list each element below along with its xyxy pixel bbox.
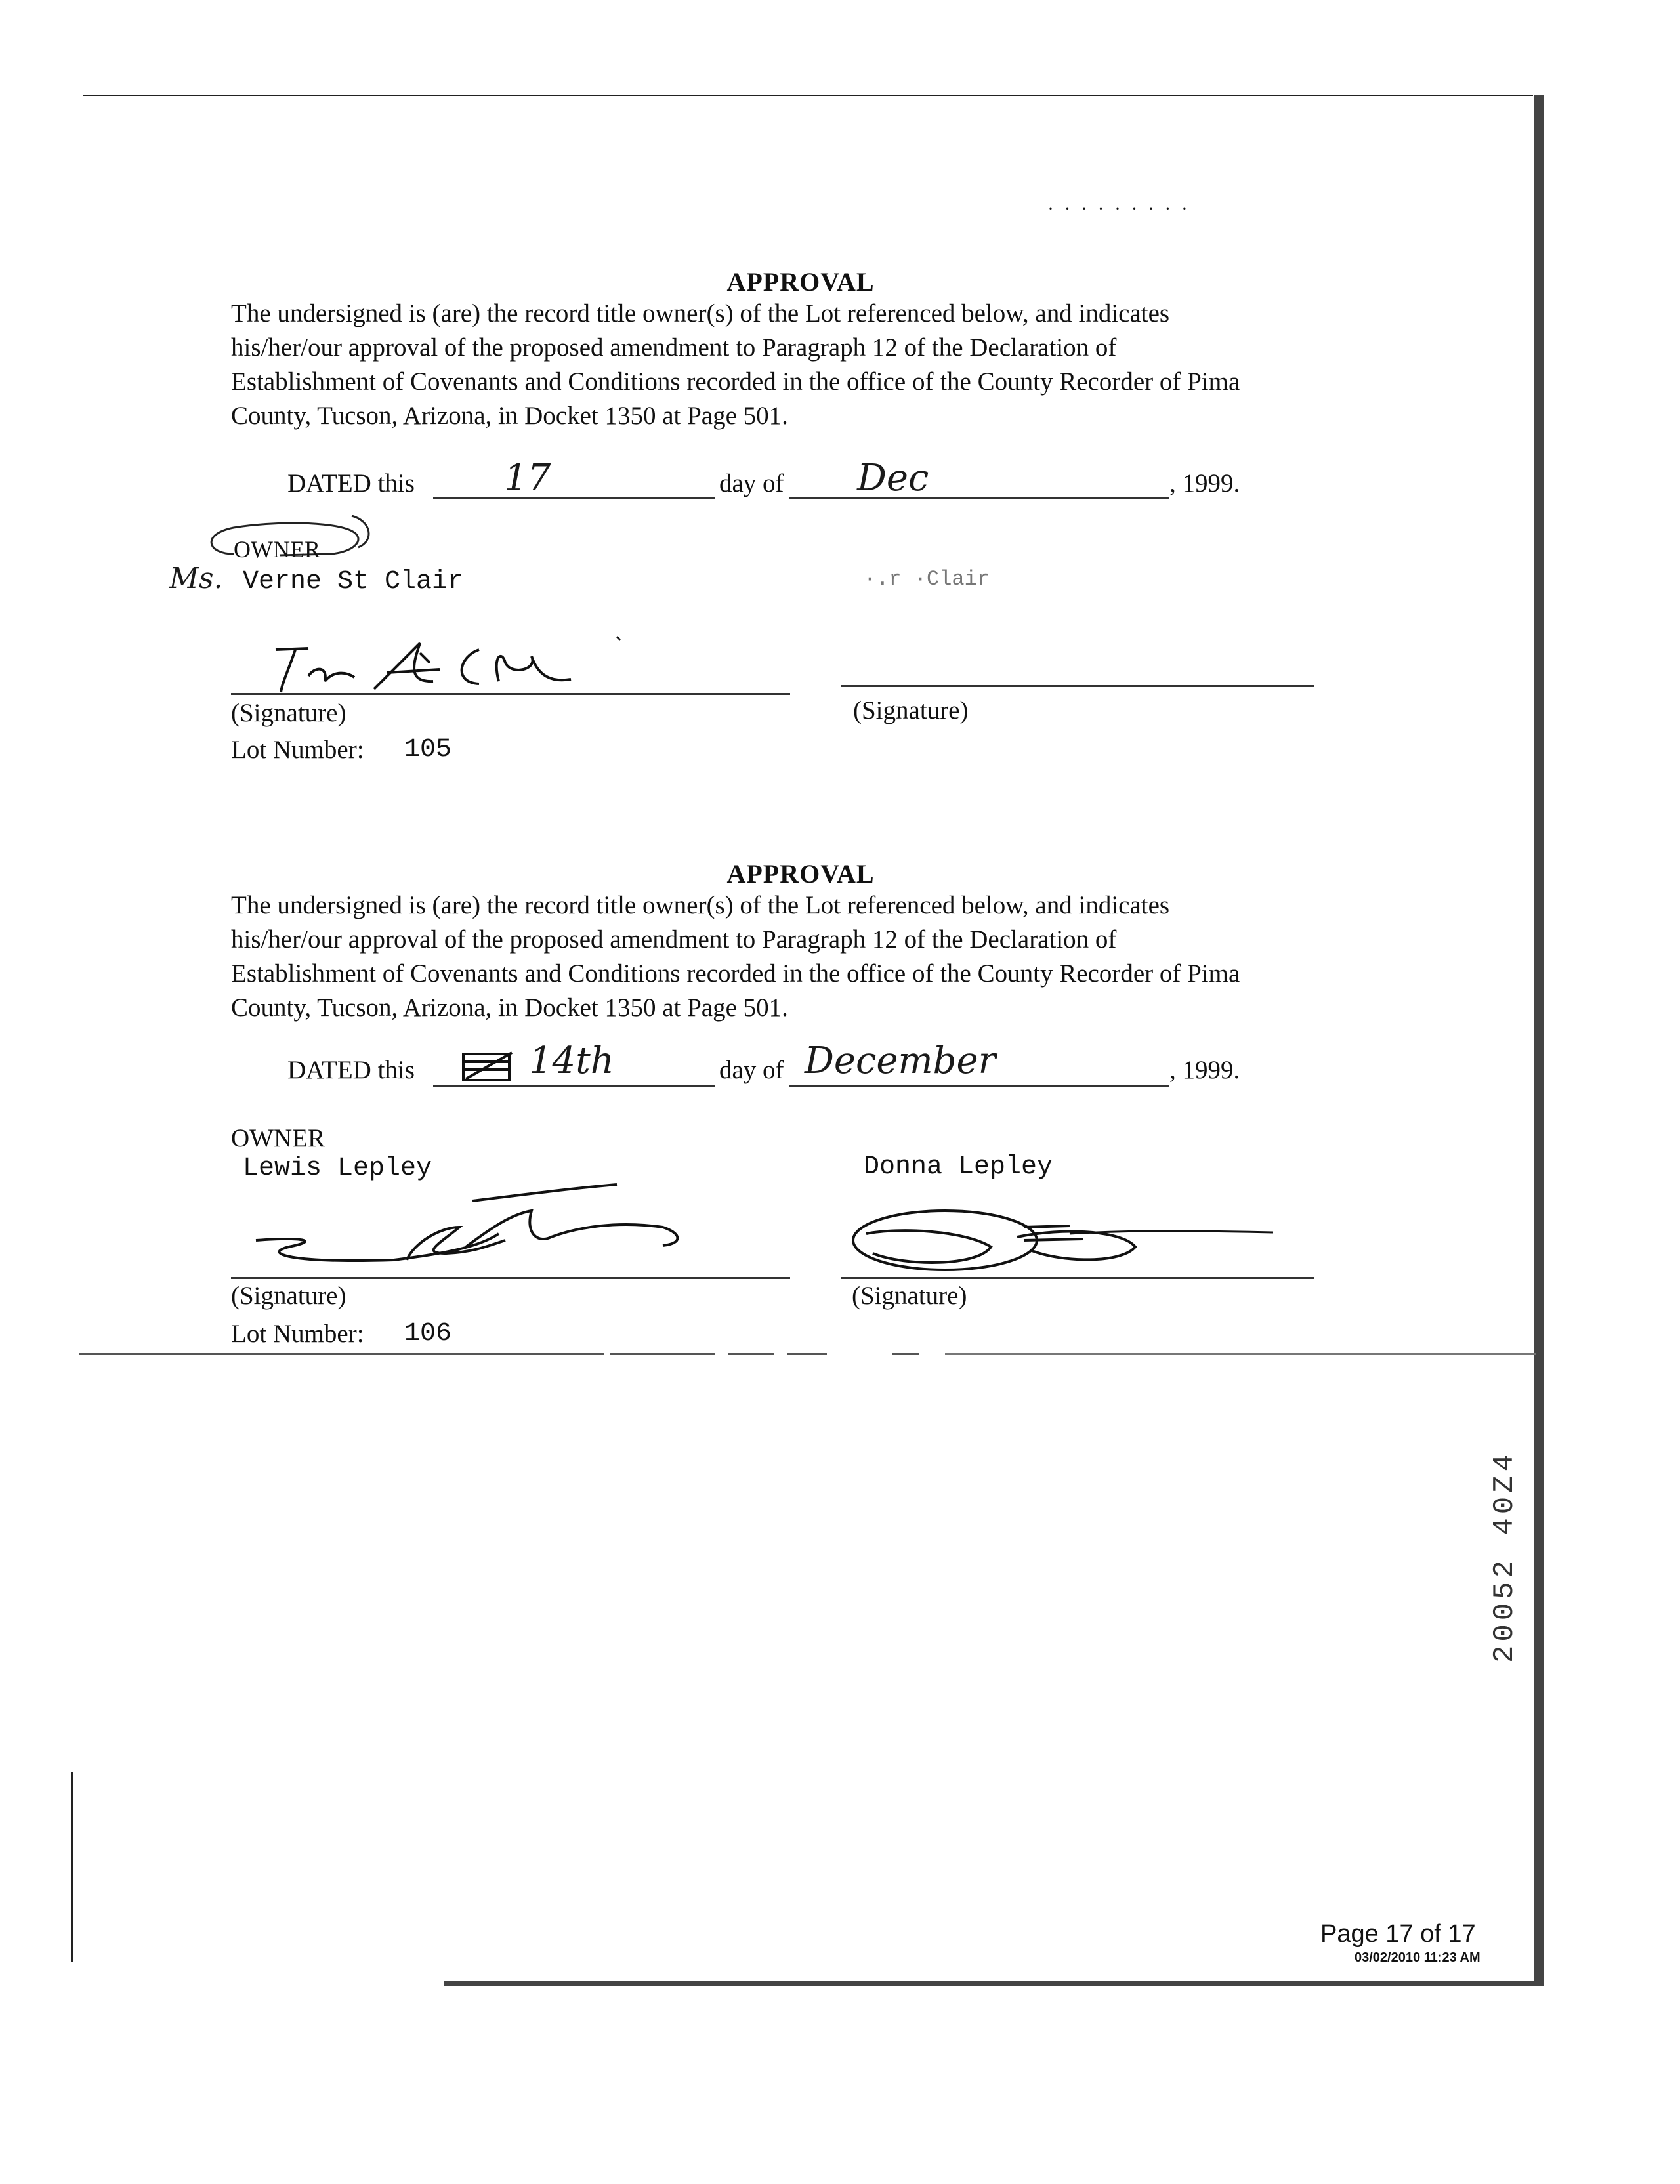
section-2-owner-label: OWNER <box>231 1124 325 1152</box>
footer-page-number: Page 17 of 17 <box>1320 1920 1476 1948</box>
cut-line-2 <box>610 1353 715 1355</box>
section-2-paragraph <box>231 889 1240 1025</box>
section-2-month-line <box>789 1085 1169 1087</box>
section-1-line-3: Establishment of Covenants and Conditions recorded in the office of the County Recorder of Pima <box>231 368 1240 396</box>
section-2-signature-label-1: (Signature) <box>231 1282 346 1310</box>
section-2-line-3: Establishment of Covenants and Conditions recorded in the office of the County Recorder of Pima <box>231 959 1240 988</box>
section-2-line-2: his/her/our approval of the proposed amendment to Paragraph 12 of the Declaration of <box>231 925 1117 954</box>
section-2-line-4: County, Tucson, Arizona, in Docket 1350 at Page 501. <box>231 994 788 1022</box>
section-1-owner-prefix: Ms. <box>169 562 223 595</box>
section-2-day-of-label: day of <box>719 1056 784 1084</box>
cut-line-4 <box>788 1353 827 1355</box>
section-1-year: , 1999. <box>1169 469 1240 497</box>
section-2-signature-label-2: (Signature) <box>852 1282 967 1310</box>
section-1-paragraph <box>231 297 1240 433</box>
section-2-month-value: December <box>805 1040 996 1082</box>
section-2-line-1: The undersigned is (are) the record title owner(s) of the Lot referenced below, and indicates <box>231 891 1170 919</box>
side-recording-stamp: 20052 40Z4 <box>1488 1450 1521 1664</box>
section-2-year: , 1999. <box>1169 1056 1240 1084</box>
bottom-border <box>444 1981 1544 1986</box>
section-2-lot-value: 106 <box>404 1319 452 1349</box>
section-1-line-1: The undersigned is (are) the record title owner(s) of the Lot referenced below, and indicates <box>231 299 1170 327</box>
cut-line-5 <box>892 1353 919 1355</box>
section-1-heading: APPROVAL <box>726 267 875 297</box>
section-1-signature-1 <box>262 630 630 702</box>
right-border <box>1534 94 1544 1984</box>
section-1-month-value: Dec <box>857 457 929 499</box>
section-2-signature-1 <box>249 1181 709 1280</box>
section-1-day-value: 17 <box>504 457 551 499</box>
section-2-heading: APPROVAL <box>726 859 875 889</box>
section-2-signature-2 <box>847 1201 1306 1286</box>
section-1-signature-label-1: (Signature) <box>231 699 346 727</box>
cut-line-1 <box>79 1353 604 1355</box>
top-border <box>83 94 1533 96</box>
section-1-signature-line-2 <box>841 685 1314 687</box>
section-1-dated-label: DATED this <box>287 469 415 497</box>
dot-leader: · · · · · · · · · <box>1047 198 1190 220</box>
section-1-owner2-name: ·.r ·Clair <box>864 567 990 591</box>
section-2-day-value: 14th <box>529 1040 614 1082</box>
section-1-line-4: County, Tucson, Arizona, in Docket 1350 at Page 501. <box>231 402 788 430</box>
section-2-owner1-name: Lewis Lepley <box>243 1154 432 1183</box>
section-1-lot-value: 105 <box>404 735 452 765</box>
section-2-signature-line-2 <box>841 1277 1314 1279</box>
cut-line-3 <box>728 1353 774 1355</box>
section-1-lot-label: Lot Number: <box>231 736 364 764</box>
section-2-owner2-name: Donna Lepley <box>864 1152 1053 1182</box>
section-1-signature-label-2: (Signature) <box>853 696 969 724</box>
left-margin-mark <box>71 1772 73 1962</box>
section-1-signature-line-1 <box>231 693 790 695</box>
section-2-lot-label: Lot Number: <box>231 1320 364 1348</box>
section-1-owner-label: OWNER <box>234 536 320 562</box>
section-1-month-line <box>789 497 1169 499</box>
section-1-day-of-label: day of <box>719 469 784 497</box>
section-2-signature-line-1 <box>231 1277 790 1279</box>
footer-timestamp: 03/02/2010 11:23 AM <box>1354 1950 1480 1965</box>
section-1-owner1-name: Verne St Clair <box>243 567 464 597</box>
cut-line-6 <box>945 1353 1536 1355</box>
section-1-day-line <box>433 497 715 499</box>
section-1-line-2: his/her/our approval of the proposed amendment to Paragraph 12 of the Declaration of <box>231 333 1117 362</box>
section-2-dated-label: DATED this <box>287 1056 415 1084</box>
section-2-day-strikeout <box>459 1047 518 1087</box>
